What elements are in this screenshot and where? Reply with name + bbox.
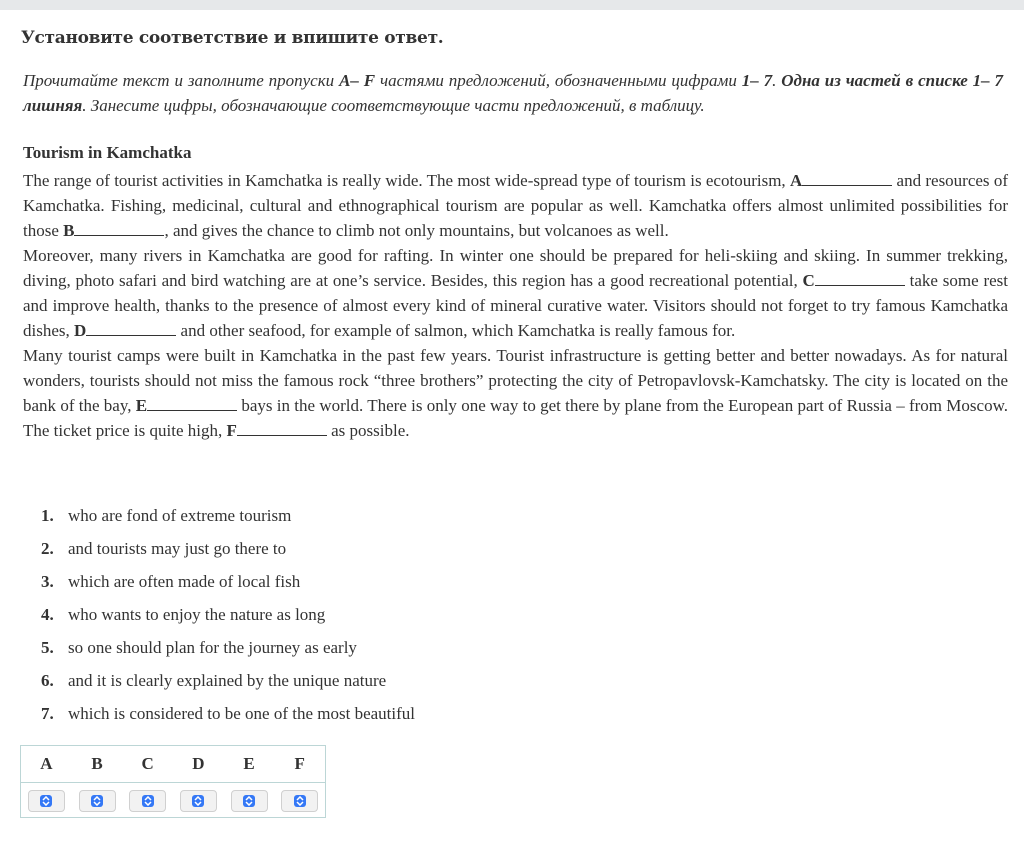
list-item: [41, 537, 415, 570]
answer-cell-f: [274, 790, 325, 812]
text-fragment: Moreover, many rivers in Kamchatka are good for rafting. In winter one should be prepared for heli-skiing and skiing. In summer trekking, diving, photo safari and bird watching are at one’s service. Besides, this region has a good recreational potential,: [23, 246, 1008, 290]
option-text: and tourists may just go there to: [68, 539, 287, 558]
gap-letter-b: B: [63, 221, 75, 240]
list-item: [41, 702, 415, 735]
answer-select-c[interactable]: [129, 790, 166, 812]
answer-header-d: D: [192, 754, 205, 773]
text-fragment: take some rest and improve health, thanks to the presence of almost every kind of mineral curative water. Visitors should not forget to try famous Kamchatka dishes,: [23, 271, 1008, 340]
article-paragraph: [23, 343, 1008, 443]
gap-letter-f: F: [226, 421, 237, 440]
option-number: 1.: [41, 506, 54, 525]
answer-cell-c: [122, 790, 173, 812]
text-fragment: , and gives the chance to climb not only mountains, but volcanoes as well.: [164, 221, 669, 240]
text-fragment: bays in the world. There is only one way to get there by plane from the European part of Russia – from Moscow. The ticket price is quite high,: [23, 396, 1008, 440]
answer-table-header: [21, 746, 325, 783]
answer-select-a[interactable]: [28, 790, 65, 812]
gap-letter-e: E: [135, 396, 148, 415]
instruction-text: . Занесите цифры, обозначающие соответствующие части предложений, в таблицу.: [82, 96, 705, 115]
article-title: Tourism in Kamchatka: [23, 143, 192, 162]
option-number: 4.: [41, 605, 54, 624]
option-number: 5.: [41, 638, 54, 657]
select-arrows-icon: [142, 795, 154, 807]
instruction-text: частями предложений, обозначенными цифрами: [375, 71, 742, 90]
gap-a: [802, 171, 892, 186]
list-item: [41, 504, 415, 537]
answer-select-f[interactable]: [281, 790, 318, 812]
instruction-range-letters: A– F: [339, 71, 376, 90]
option-text: which is considered to be one of the most beautiful: [68, 704, 415, 723]
gap-d: [86, 321, 176, 336]
list-item: [41, 570, 415, 603]
gap-letter-c: C: [802, 271, 815, 290]
answer-select-d[interactable]: [180, 790, 217, 812]
select-arrows-icon: [192, 795, 204, 807]
answer-select-e[interactable]: [231, 790, 268, 812]
text-fragment: as possible.: [326, 421, 410, 440]
option-number: 6.: [41, 671, 54, 690]
list-item: [41, 603, 415, 636]
gap-c: [815, 271, 905, 286]
option-text: and it is clearly explained by the unique nature: [68, 671, 387, 690]
option-number: 7.: [41, 704, 54, 723]
article-paragraph: [23, 243, 1008, 343]
answer-header-c: C: [141, 754, 154, 773]
task-instruction: [23, 68, 1003, 118]
option-number: 3.: [41, 572, 54, 591]
text-fragment: Many tourist camps were built in Kamchatka in the past few years. Tourist infrastructure is getting better and better nowadays. As for natural wonders, tourists should not miss the famous rock “three brothers” protecting the city of Petropavlovsk-Kamchatsky. The city is located on the bank of the bay,: [23, 346, 1008, 415]
gap-b: [74, 221, 164, 236]
answer-table: [20, 745, 326, 818]
article-paragraph: [23, 168, 1008, 243]
instruction-range-numbers: 1– 7: [741, 71, 773, 90]
instruction-extra-note: Одна из частей в списке 1– 7 лишняя: [23, 71, 1004, 115]
answer-header-b: B: [91, 754, 103, 773]
answer-cell-a: [21, 790, 72, 812]
instruction-text: Прочитайте текст и заполните пропуски: [23, 71, 340, 90]
select-arrows-icon: [40, 795, 52, 807]
gap-f: [237, 421, 327, 436]
option-text: so one should plan for the journey as early: [68, 638, 357, 657]
text-fragment: and other seafood, for example of salmon, which Kamchatka is really famous for.: [176, 321, 736, 340]
instruction-text: .: [772, 71, 782, 90]
select-arrows-icon: [294, 795, 306, 807]
option-text: who are fond of extreme tourism: [68, 506, 292, 525]
task-heading: Установите соответствие и впишите ответ.: [21, 28, 444, 48]
gap-letter-d: D: [74, 321, 87, 340]
select-arrows-icon: [243, 795, 255, 807]
answer-header-e: E: [243, 754, 255, 773]
text-fragment: and resources of Kamchatka. Fishing, medicinal, cultural and ethnographical tourism are popular as well. Kamchatka offers almost unlimited possibilities for those: [23, 171, 1008, 240]
select-arrows-icon: [91, 795, 103, 807]
answer-header-a: A: [40, 754, 53, 773]
text-fragment: The range of tourist activities in Kamchatka is really wide. The most wide-spread type of tourism is ecotourism,: [23, 171, 790, 190]
answer-header-f: F: [294, 754, 305, 773]
option-number: 2.: [41, 539, 54, 558]
answer-cell-b: [72, 790, 123, 812]
answer-table-row: [21, 783, 325, 819]
gap-e: [147, 396, 237, 411]
option-text: which are often made of local fish: [68, 572, 301, 591]
list-item: [41, 636, 415, 669]
gap-letter-a: A: [789, 171, 803, 190]
option-text: who wants to enjoy the nature as long: [68, 605, 326, 624]
answer-select-b[interactable]: [79, 790, 116, 812]
answer-cell-e: [224, 790, 275, 812]
answer-cell-d: [173, 790, 224, 812]
options-list: [41, 504, 415, 735]
list-item: [41, 669, 415, 702]
top-bar: [0, 0, 1024, 10]
article-text: [23, 168, 1008, 443]
